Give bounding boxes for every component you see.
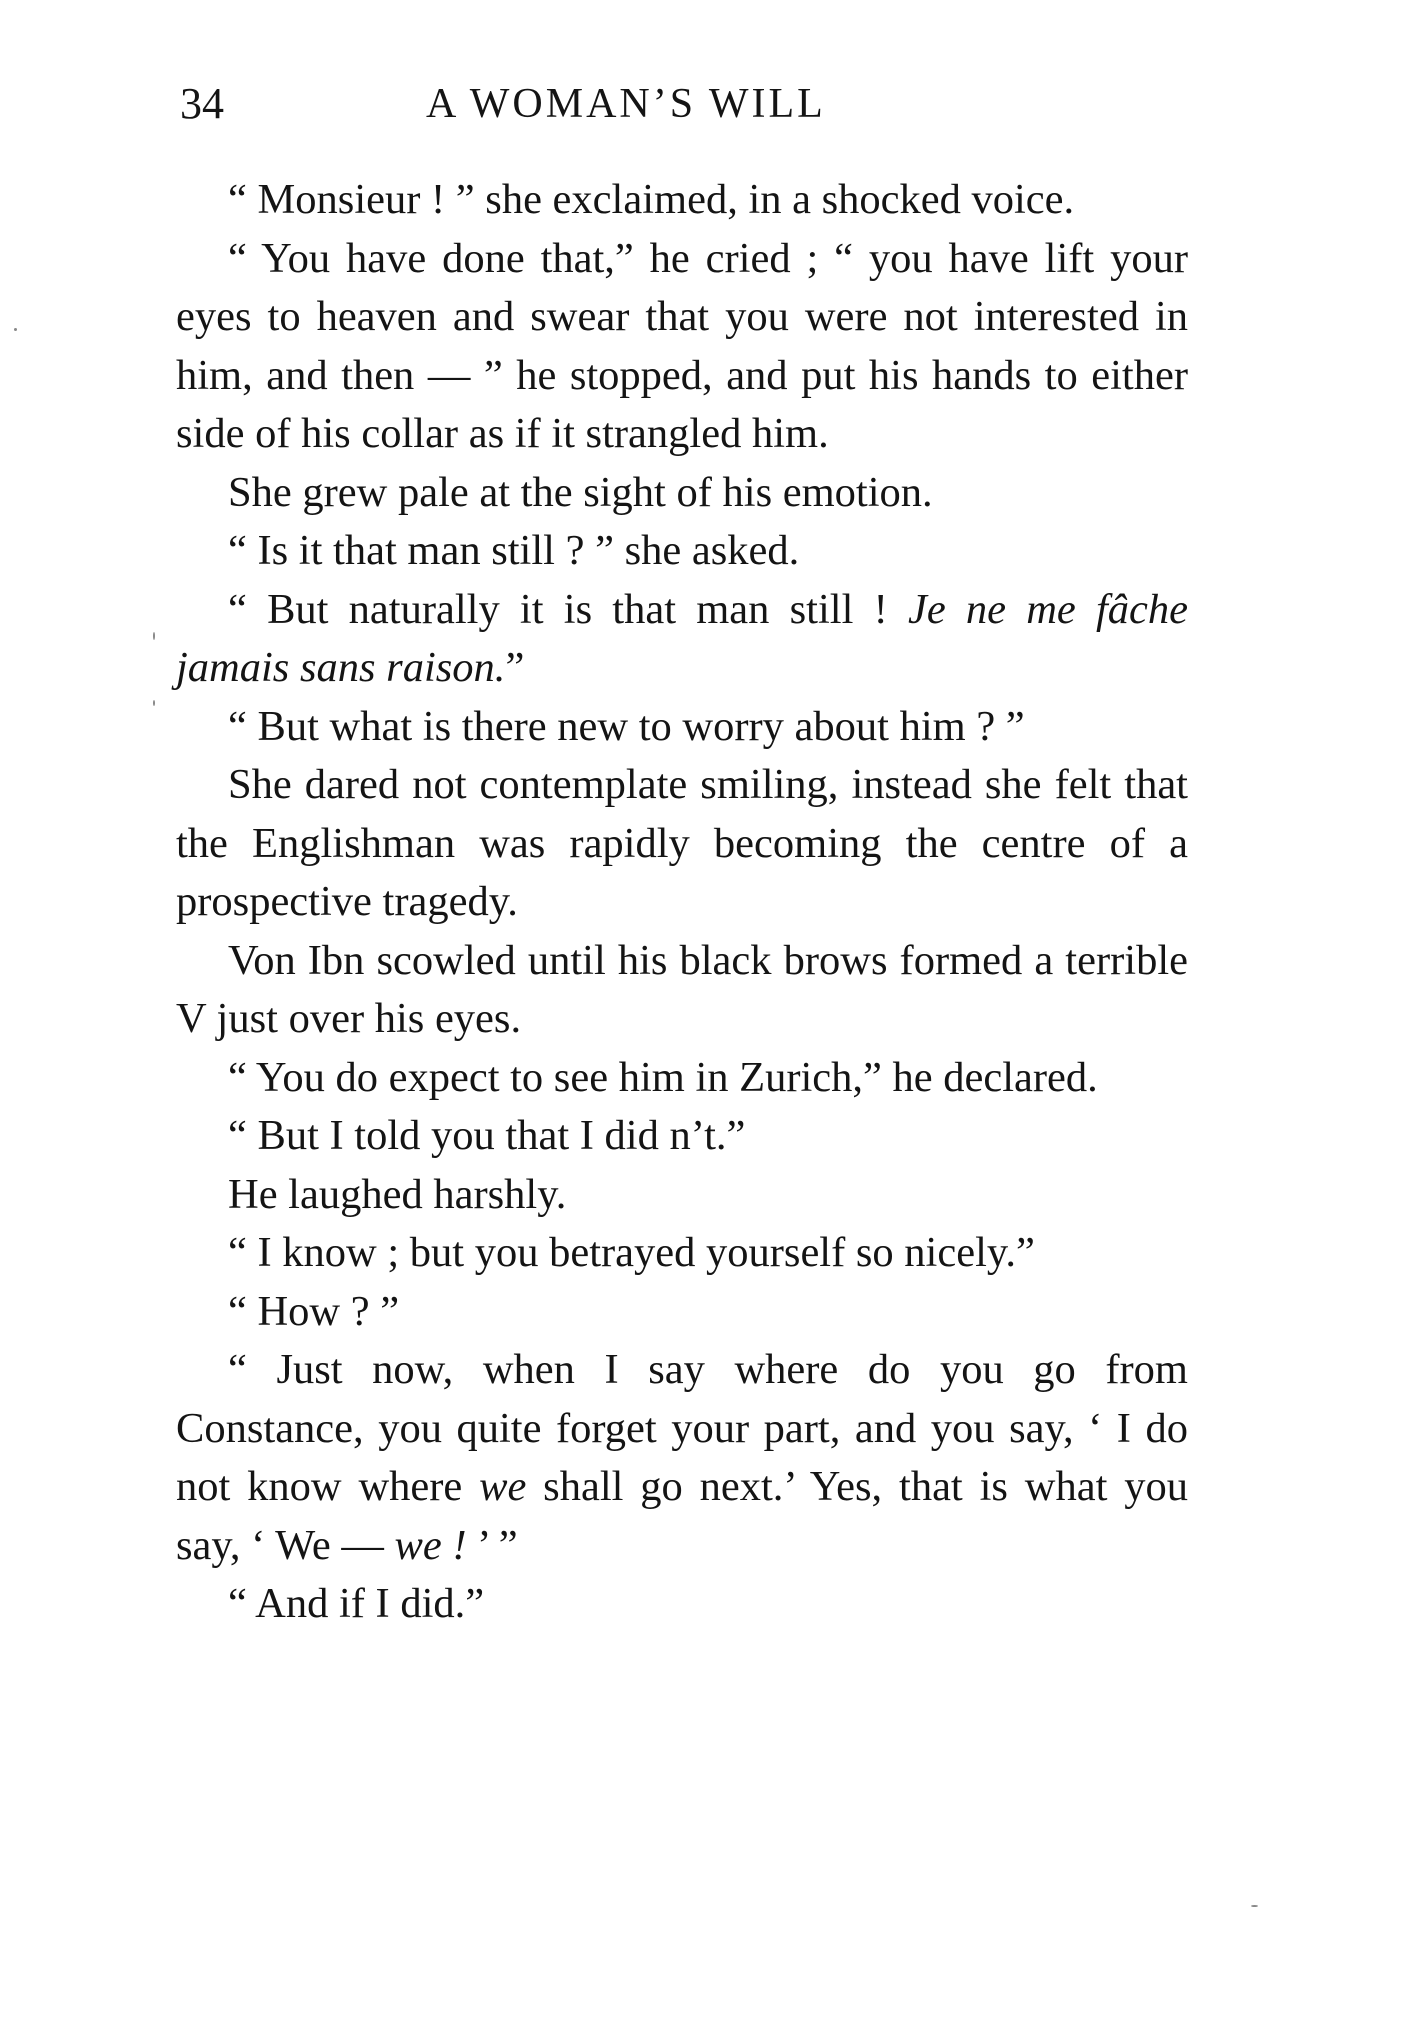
italic-text-run: we !: [394, 1521, 467, 1569]
paragraph: [176, 1283, 1188, 1342]
text-run: “ You have done that,” he cried ; “ you have lift your eyes to heaven and swear that you were not interested in him, and then — ” he stopped, and put his hands to either side of his collar as if it strangled him.: [176, 234, 1188, 457]
paragraph: [176, 1224, 1188, 1283]
running-title: A WOMAN’S WILL: [426, 81, 826, 127]
paragraph: [176, 1166, 1188, 1225]
text-run: Von Ibn scowled until his black brows formed a terrible V just over his eyes.: [176, 936, 1188, 1042]
text-run: “ I know ; but you betrayed yourself so nicely.”: [228, 1229, 1035, 1276]
paper-speck: [1251, 1905, 1258, 1907]
paragraph: [176, 581, 1188, 698]
paragraph: [176, 1107, 1188, 1166]
text-run: “ But what is there new to worry about him ? ”: [228, 702, 1025, 750]
paragraph: [176, 464, 1188, 523]
paper-speck: [14, 328, 17, 331]
paragraph: [176, 1575, 1188, 1634]
text-run: “ And if I did.”: [228, 1580, 485, 1627]
text-run: “ Just now, when I say where do you go from Constance, you quite forget your part, and you say, ‘ I do not know where: [176, 1346, 1188, 1510]
paragraph: [176, 230, 1188, 464]
text-run: ’ ”: [466, 1521, 518, 1569]
text-run: “ You do expect to see him in Zurich,” he declared.: [228, 1053, 1098, 1101]
paragraph: [176, 756, 1188, 932]
body-text: [176, 171, 1188, 1634]
text-run: “ But I told you that I did n’t.”: [228, 1112, 746, 1159]
page-number: 34: [180, 79, 224, 128]
text-run: “ How ? ”: [228, 1287, 400, 1335]
paragraph: [176, 932, 1188, 1049]
paragraph: [176, 1341, 1188, 1575]
italic-text-run: we: [479, 1463, 527, 1510]
text-run: shall go next.’ Yes, that is what you say, ‘ We —: [176, 1463, 1188, 1569]
paragraph: [176, 522, 1188, 581]
paragraph: [176, 1049, 1188, 1108]
running-head: [176, 74, 1196, 134]
paper-speck: [153, 700, 155, 706]
text-run: She grew pale at the sight of his emotion.: [228, 468, 933, 516]
text-run: ”: [505, 644, 525, 691]
text-run: “ But naturally it is that man still !: [228, 585, 908, 633]
paragraph: [176, 698, 1188, 757]
paper-speck: [153, 632, 155, 640]
paragraph: [176, 171, 1188, 230]
text-run: He laughed harshly.: [228, 1170, 567, 1218]
italic-text-run: Je ne me fâche jamais sans raison.: [176, 585, 1188, 691]
text-run: “ Is it that man still ? ” she asked.: [228, 527, 800, 574]
text-run: “ Monsieur ! ” she exclaimed, in a shocked voice.: [228, 176, 1075, 223]
text-run: She dared not contemplate smiling, instead she felt that the Englishman was rapidly becoming the centre of a prospective tragedy.: [176, 761, 1188, 925]
